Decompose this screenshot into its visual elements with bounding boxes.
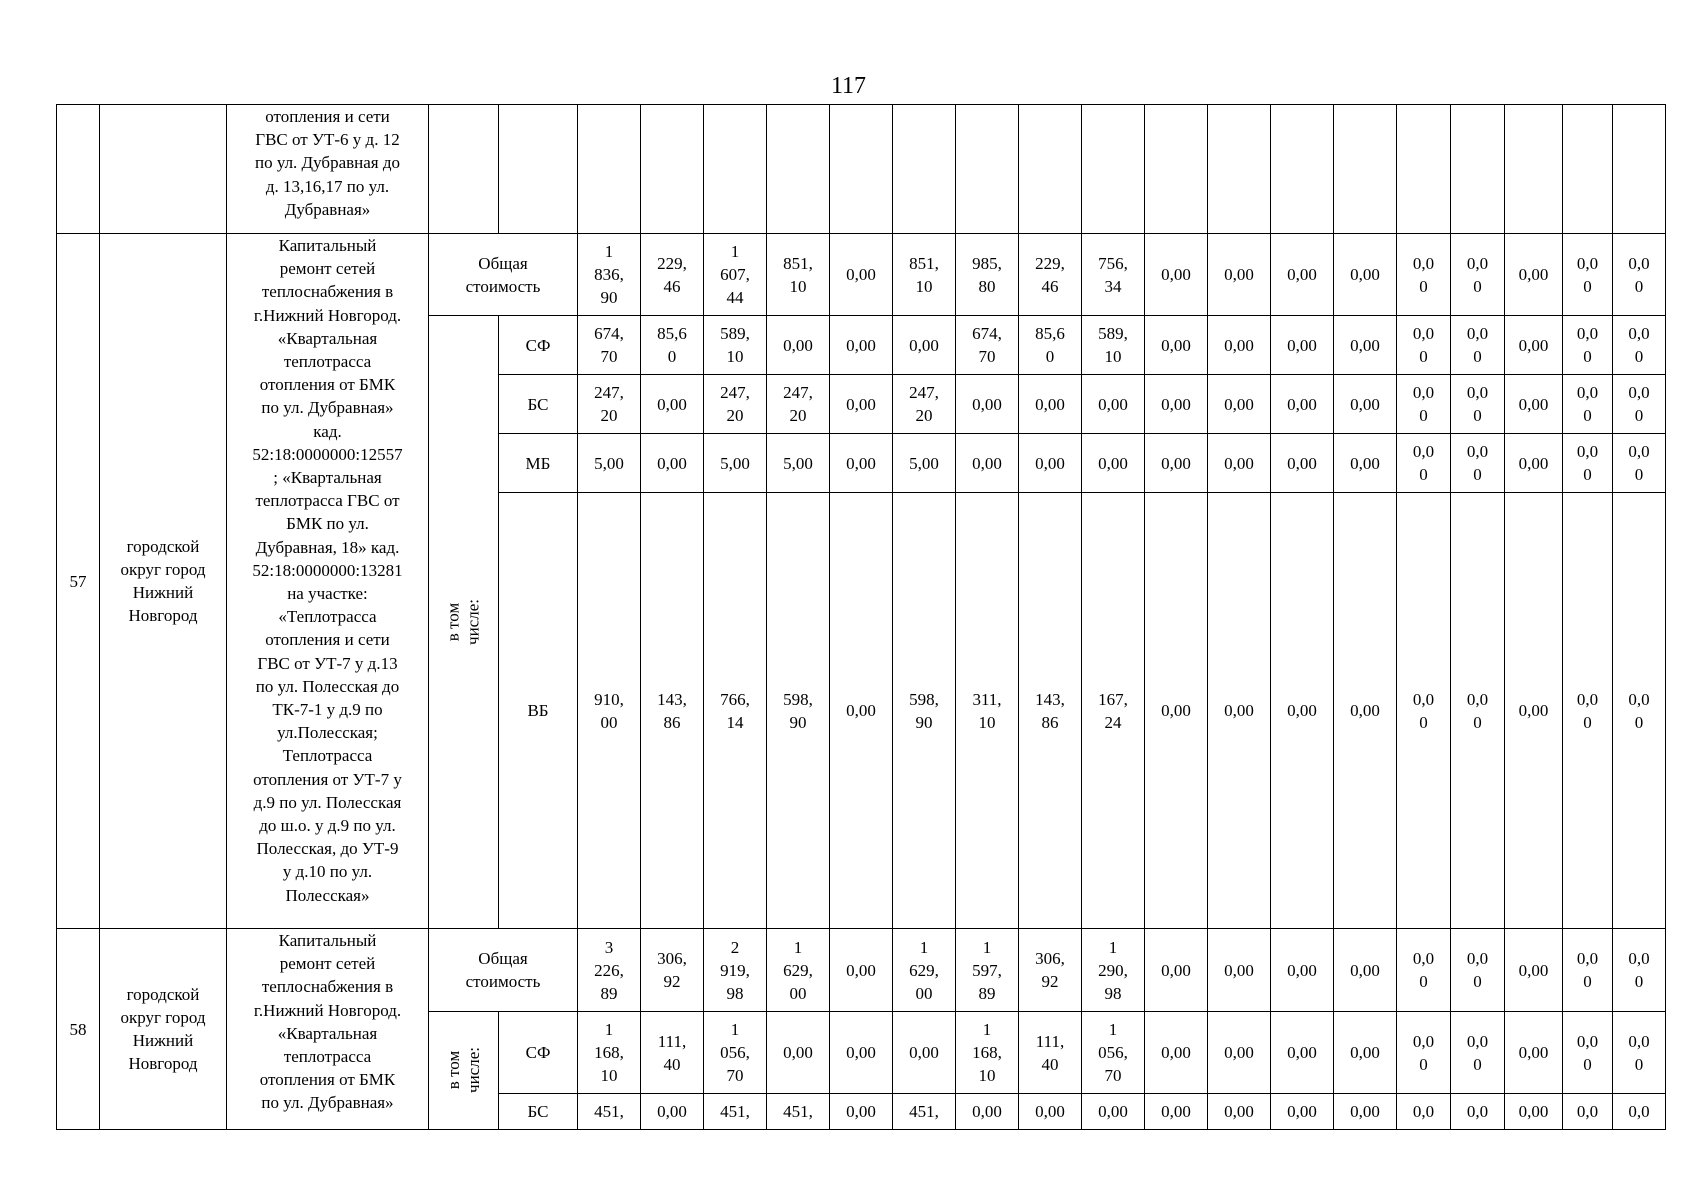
- value-cell: 0,00: [1334, 1012, 1397, 1094]
- value-cell: 0,00: [1271, 375, 1334, 434]
- value-cell: 598, 90: [893, 493, 956, 929]
- value-cell: 0,0 0: [1451, 234, 1505, 316]
- value-cell: 0,00: [1208, 1012, 1271, 1094]
- value-cell: 0,0 0: [1451, 1012, 1505, 1094]
- value-cell: 910, 00: [578, 493, 641, 929]
- value-cell: 0,00: [1334, 375, 1397, 434]
- value-cell: 0,0 0: [1451, 493, 1505, 929]
- value-cell: 0,00: [1208, 375, 1271, 434]
- value-cell: 0,00: [1145, 1094, 1208, 1130]
- value-cell: 0,00: [1208, 434, 1271, 493]
- value-cell: 0,00: [641, 375, 704, 434]
- empty-cell: [578, 105, 641, 234]
- value-cell: 1 168, 10: [956, 1012, 1019, 1094]
- empty-cell: [1505, 105, 1563, 234]
- value-cell: 306, 92: [1019, 929, 1082, 1012]
- value-cell: 1 597, 89: [956, 929, 1019, 1012]
- value-cell: 0,0 0: [1397, 493, 1451, 929]
- table-row: [57, 234, 1666, 316]
- row-number-cell: [57, 105, 100, 234]
- value-cell: 0,0: [1563, 1094, 1613, 1130]
- funding-source-code: СФ: [499, 1012, 578, 1094]
- municipality-cell: [100, 105, 227, 234]
- value-cell: 674, 70: [956, 316, 1019, 375]
- value-cell: 0,0 0: [1397, 316, 1451, 375]
- value-cell: 5,00: [767, 434, 830, 493]
- empty-cell: [704, 105, 767, 234]
- value-cell: 143, 86: [1019, 493, 1082, 929]
- value-cell: 0,00: [1271, 316, 1334, 375]
- value-cell: 451,: [578, 1094, 641, 1130]
- value-cell: 451,: [704, 1094, 767, 1130]
- funding-source-code: МБ: [499, 434, 578, 493]
- value-cell: 306, 92: [641, 929, 704, 1012]
- empty-cell: [767, 105, 830, 234]
- value-cell: 0,00: [1145, 234, 1208, 316]
- empty-cell: [830, 105, 893, 234]
- value-cell: 0,0 0: [1563, 493, 1613, 929]
- value-cell: 0,0 0: [1613, 1012, 1666, 1094]
- value-cell: 0,00: [1505, 316, 1563, 375]
- row-number-cell: 57: [57, 234, 100, 929]
- value-cell: 0,00: [1334, 493, 1397, 929]
- value-cell: 451,: [893, 1094, 956, 1130]
- value-cell: 0,00: [1505, 234, 1563, 316]
- value-cell: 0,00: [767, 316, 830, 375]
- value-cell: 0,0 0: [1563, 375, 1613, 434]
- funding-source-code: БС: [499, 1094, 578, 1130]
- funding-source-code: СФ: [499, 316, 578, 375]
- municipality-cell: городской округ город Нижний Новгород: [100, 234, 227, 929]
- value-cell: 0,00: [1505, 929, 1563, 1012]
- value-cell: 1 290, 98: [1082, 929, 1145, 1012]
- value-cell: 0,00: [1145, 375, 1208, 434]
- value-cell: 0,00: [1334, 434, 1397, 493]
- value-cell: 0,00: [830, 316, 893, 375]
- value-cell: 0,00: [1145, 493, 1208, 929]
- value-cell: 0,0 0: [1563, 316, 1613, 375]
- empty-cell: [429, 105, 499, 234]
- value-cell: 0,00: [1082, 1094, 1145, 1130]
- value-cell: 0,00: [830, 234, 893, 316]
- total-cost-label: Общая стоимость: [429, 929, 578, 1012]
- value-cell: 0,00: [1334, 1094, 1397, 1130]
- empty-cell: [1563, 105, 1613, 234]
- value-cell: 0,00: [830, 493, 893, 929]
- including-label-cell: [429, 1012, 499, 1130]
- empty-cell: [1082, 105, 1145, 234]
- value-cell: 247, 20: [767, 375, 830, 434]
- value-cell: 0,00: [1334, 234, 1397, 316]
- value-cell: 589, 10: [1082, 316, 1145, 375]
- value-cell: 0,00: [1505, 493, 1563, 929]
- value-cell: 0,00: [1271, 929, 1334, 1012]
- empty-cell: [1397, 105, 1451, 234]
- value-cell: 851, 10: [893, 234, 956, 316]
- value-cell: 111, 40: [1019, 1012, 1082, 1094]
- value-cell: 0,00: [1208, 1094, 1271, 1130]
- value-cell: 111, 40: [641, 1012, 704, 1094]
- value-cell: 5,00: [893, 434, 956, 493]
- value-cell: 0,0 0: [1613, 234, 1666, 316]
- value-cell: 0,0 0: [1613, 929, 1666, 1012]
- value-cell: 0,0 0: [1563, 434, 1613, 493]
- total-cost-label: Общая стоимость: [429, 234, 578, 316]
- value-cell: 0,00: [1208, 234, 1271, 316]
- value-cell: 1 168, 10: [578, 1012, 641, 1094]
- value-cell: 598, 90: [767, 493, 830, 929]
- value-cell: 311, 10: [956, 493, 1019, 929]
- value-cell: 0,00: [1271, 234, 1334, 316]
- value-cell: 1 629, 00: [893, 929, 956, 1012]
- empty-cell: [893, 105, 956, 234]
- table-row: [57, 929, 1666, 1012]
- value-cell: 0,00: [1505, 1094, 1563, 1130]
- value-cell: 0,0 0: [1563, 929, 1613, 1012]
- value-cell: 0,00: [1334, 929, 1397, 1012]
- value-cell: 0,00: [1145, 929, 1208, 1012]
- value-cell: 167, 24: [1082, 493, 1145, 929]
- page-number: 117: [830, 73, 867, 99]
- value-cell: 0,00: [893, 316, 956, 375]
- municipality-cell: городской округ город Нижний Новгород: [100, 929, 227, 1130]
- description-cell: Капитальный ремонт сетей теплоснабжения в г.Нижний Новгород. «Квартальная теплотрасса отопления от БМК по ул. Дубравная» кад. 52:18:0000000:12557 ; «Квартальная теплотрасса ГВС от БМК по ул. Дубравная, 18» кад. 52:18:0000000:13281 на участке: «Теплотрасса отопления и сети ГВС от УТ-7 у д.13 по ул. Полесская до ТК-7-1 у д.9 по ул.Полесская; Теплотрасса отопления от УТ-7 у д.9 по ул. Полесская до ш.о. у д.9 по ул. Полесская, до УТ-9 у д.10 по ул. Полесская»: [227, 234, 429, 929]
- value-cell: 0,0 0: [1613, 316, 1666, 375]
- value-cell: 0,00: [956, 375, 1019, 434]
- value-cell: 2 919, 98: [704, 929, 767, 1012]
- including-label: в том числе:: [443, 1047, 483, 1093]
- value-cell: 0,00: [1082, 434, 1145, 493]
- budget-table: [56, 104, 1666, 1130]
- value-cell: 851, 10: [767, 234, 830, 316]
- row-number-cell: 58: [57, 929, 100, 1130]
- value-cell: 1 607, 44: [704, 234, 767, 316]
- value-cell: 0,00: [1019, 434, 1082, 493]
- value-cell: 0,0 0: [1397, 434, 1451, 493]
- description-cell: отопления и сети ГВС от УТ-6 у д. 12 по ул. Дубравная до д. 13,16,17 по ул. Дубравная»: [227, 105, 429, 234]
- value-cell: 0,00: [1334, 316, 1397, 375]
- value-cell: 85,6 0: [641, 316, 704, 375]
- value-cell: 247, 20: [578, 375, 641, 434]
- value-cell: 0,0 0: [1613, 434, 1666, 493]
- value-cell: 0,0: [1397, 1094, 1451, 1130]
- empty-cell: [1613, 105, 1666, 234]
- value-cell: 589, 10: [704, 316, 767, 375]
- value-cell: 0,00: [1082, 375, 1145, 434]
- including-label: в том числе:: [443, 598, 483, 645]
- value-cell: 0,0 0: [1451, 434, 1505, 493]
- value-cell: 0,00: [1271, 434, 1334, 493]
- value-cell: 0,00: [830, 929, 893, 1012]
- value-cell: 0,00: [1505, 375, 1563, 434]
- value-cell: 229, 46: [1019, 234, 1082, 316]
- value-cell: 0,0 0: [1397, 929, 1451, 1012]
- value-cell: 5,00: [704, 434, 767, 493]
- value-cell: 0,0 0: [1397, 375, 1451, 434]
- table-body: [57, 234, 1666, 1130]
- empty-cell: [1271, 105, 1334, 234]
- empty-cell: [956, 105, 1019, 234]
- value-cell: 0,0 0: [1563, 234, 1613, 316]
- empty-cell: [499, 105, 578, 234]
- value-cell: 0,00: [1505, 434, 1563, 493]
- description-cell: Капитальный ремонт сетей теплоснабжения в г.Нижний Новгород. «Квартальная теплотрасса отопления от БМК по ул. Дубравная»: [227, 929, 429, 1130]
- value-cell: 0,00: [1271, 1012, 1334, 1094]
- empty-cell: [1451, 105, 1505, 234]
- funding-source-code: ВБ: [499, 493, 578, 929]
- value-cell: 0,0 0: [1563, 1012, 1613, 1094]
- value-cell: 5,00: [578, 434, 641, 493]
- value-cell: 0,0 0: [1613, 375, 1666, 434]
- value-cell: 143, 86: [641, 493, 704, 929]
- value-cell: 0,00: [1208, 316, 1271, 375]
- value-cell: 985, 80: [956, 234, 1019, 316]
- value-cell: 0,00: [1208, 929, 1271, 1012]
- table-row: [57, 105, 1666, 234]
- value-cell: 0,00: [641, 1094, 704, 1130]
- value-cell: 766, 14: [704, 493, 767, 929]
- value-cell: 0,00: [1505, 1012, 1563, 1094]
- value-cell: 0,00: [956, 1094, 1019, 1130]
- empty-cell: [1019, 105, 1082, 234]
- value-cell: 3 226, 89: [578, 929, 641, 1012]
- empty-cell: [1208, 105, 1271, 234]
- including-label-cell: [429, 316, 499, 929]
- value-cell: 0,0 0: [1397, 234, 1451, 316]
- value-cell: 0,00: [1019, 1094, 1082, 1130]
- value-cell: 229, 46: [641, 234, 704, 316]
- value-cell: 1 056, 70: [1082, 1012, 1145, 1094]
- value-cell: 0,00: [1271, 493, 1334, 929]
- value-cell: 1 629, 00: [767, 929, 830, 1012]
- value-cell: 756, 34: [1082, 234, 1145, 316]
- value-cell: 247, 20: [893, 375, 956, 434]
- empty-cell: [1334, 105, 1397, 234]
- value-cell: 0,00: [893, 1012, 956, 1094]
- value-cell: 0,00: [1208, 493, 1271, 929]
- value-cell: 0,00: [1019, 375, 1082, 434]
- value-cell: 674, 70: [578, 316, 641, 375]
- value-cell: 1 836, 90: [578, 234, 641, 316]
- value-cell: 1 056, 70: [704, 1012, 767, 1094]
- value-cell: 451,: [767, 1094, 830, 1130]
- value-cell: 0,0 0: [1451, 929, 1505, 1012]
- value-cell: 0,00: [956, 434, 1019, 493]
- value-cell: 0,00: [767, 1012, 830, 1094]
- value-cell: 0,0 0: [1451, 375, 1505, 434]
- value-cell: 0,00: [830, 434, 893, 493]
- value-cell: 0,00: [1145, 1012, 1208, 1094]
- value-cell: 0,00: [641, 434, 704, 493]
- funding-source-code: БС: [499, 375, 578, 434]
- value-cell: 0,0: [1613, 1094, 1666, 1130]
- value-cell: 85,6 0: [1019, 316, 1082, 375]
- value-cell: 0,0 0: [1613, 493, 1666, 929]
- value-cell: 0,00: [1271, 1094, 1334, 1130]
- empty-cell: [1145, 105, 1208, 234]
- empty-cell: [641, 105, 704, 234]
- value-cell: 0,00: [830, 375, 893, 434]
- value-cell: 0,0 0: [1397, 1012, 1451, 1094]
- value-cell: 247, 20: [704, 375, 767, 434]
- value-cell: 0,0: [1451, 1094, 1505, 1130]
- value-cell: 0,00: [830, 1094, 893, 1130]
- value-cell: 0,00: [1145, 434, 1208, 493]
- value-cell: 0,00: [830, 1012, 893, 1094]
- value-cell: 0,0 0: [1451, 316, 1505, 375]
- value-cell: 0,00: [1145, 316, 1208, 375]
